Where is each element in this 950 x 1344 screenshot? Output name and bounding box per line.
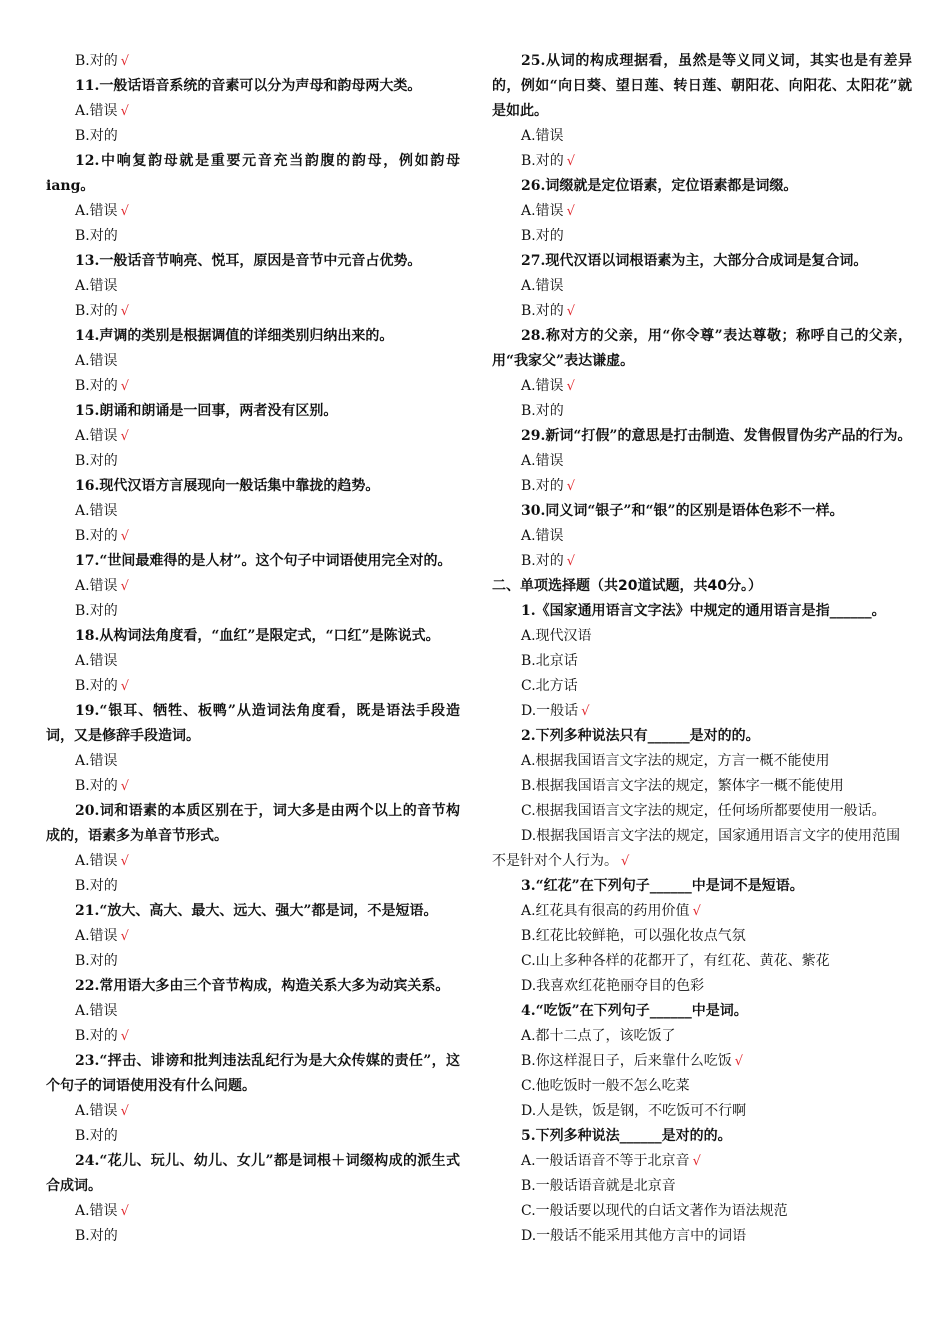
answer-option-label: C.一般话要以现代的白话文著作为语法规范 (521, 1203, 788, 1219)
check-mark-icon: √ (120, 1204, 129, 1219)
check-mark-icon: √ (120, 679, 130, 694)
answer-option-label: A.都十二点了，该吃饭了 (521, 1028, 676, 1044)
question-text (46, 324, 460, 349)
check-mark-icon: √ (120, 579, 129, 594)
question-text (46, 699, 460, 749)
answer-option-label: B.北京话 (521, 653, 578, 669)
check-mark-icon: √ (120, 379, 130, 394)
answer-option (46, 1099, 460, 1124)
question-text-label: 21.“放大、高大、最大、远大、强大”都是词，不是短语。 (75, 903, 438, 919)
section-heading-label: 二、单项选择题（共20道试题，共40分。） (492, 578, 762, 594)
answer-option-label: B.对的 (521, 303, 564, 319)
answer-option (46, 749, 460, 774)
check-mark-icon: √ (120, 304, 130, 319)
answer-option (492, 399, 912, 424)
answer-option (492, 1099, 912, 1124)
answer-option (492, 1074, 912, 1099)
answer-option-label: A.错误 (75, 203, 118, 219)
answer-option-label: B.对的 (521, 403, 564, 419)
answer-option-label: D.一般话不能采用其他方言中的词语 (521, 1228, 747, 1244)
answer-option (492, 799, 912, 824)
answer-option (46, 224, 460, 249)
answer-option (492, 1199, 912, 1224)
question-text-label: 19.“银耳、牺牲、板鸭”从造词法角度看，既是语法手段造词，又是修辞手段造词。 (46, 703, 460, 744)
question-text (46, 799, 460, 849)
answer-option-label: D.一般话 (521, 703, 579, 719)
answer-option-label: A.现代汉语 (521, 628, 592, 644)
answer-option-label: D.人是铁，饭是钢，不吃饭可不行啊 (521, 1103, 747, 1119)
answer-option-label: A.错误 (521, 378, 564, 394)
answer-option (46, 599, 460, 624)
question-text-label: 3.“红花”在下列句子______中是词不是短语。 (521, 878, 804, 894)
answer-option (46, 349, 460, 374)
answer-option (492, 274, 912, 299)
answer-option-label: A.一般话语音不等于北京音 (521, 1153, 690, 1169)
question-text-label: 12.中响复韵母就是重要元音充当韵腹的韵母，例如韵母iang。 (46, 153, 460, 194)
question-text-label: 25.从词的构成理据看，虽然是等义同义词，其实也是有差异的，例如“向日葵、望日莲、转日莲、朝阳花、向阳花、太阳花”就是如此。 (492, 53, 912, 119)
answer-option (46, 49, 460, 74)
question-text (492, 424, 912, 449)
check-mark-icon: √ (566, 479, 576, 494)
answer-option-label: B.对的 (75, 1228, 118, 1244)
check-mark-icon: √ (120, 529, 130, 544)
answer-option (492, 474, 912, 499)
answer-option (492, 1174, 912, 1199)
question-text-label: 1.《国家通用语言文字法》中规定的通用语言是指______。 (521, 603, 886, 619)
question-text (46, 399, 460, 424)
answer-option (492, 299, 912, 324)
question-text (46, 899, 460, 924)
question-text (46, 249, 460, 274)
answer-option-label: B.对的 (75, 128, 118, 144)
answer-option (46, 874, 460, 899)
answer-option (46, 299, 460, 324)
answer-option-label: B.对的 (75, 528, 118, 544)
check-mark-icon: √ (120, 204, 129, 219)
question-text (46, 549, 460, 574)
question-text-label: 23.“抨击、诽谤和批判违法乱纪行为是大众传媒的责任”，这个句子的词语使用没有什么问题。 (46, 1053, 460, 1094)
answer-option-label: C.他吃饭时一般不怎么吃菜 (521, 1078, 690, 1094)
answer-option-label: A.错误 (75, 928, 118, 944)
answer-option (492, 974, 912, 999)
question-text (492, 874, 912, 899)
question-text-label: 22.常用语大多由三个音节构成，构造关系大多为动宾关系。 (75, 978, 450, 994)
answer-option (46, 499, 460, 524)
answer-option (492, 949, 912, 974)
answer-option-label: B.对的 (521, 478, 564, 494)
question-text-label: 29.新词“打假”的意思是打击制造、发售假冒伪劣产品的行为。 (521, 428, 912, 444)
answer-option-label: A.错误 (75, 578, 118, 594)
left-column (46, 49, 460, 1249)
answer-option (492, 774, 912, 799)
answer-option-label: A.错误 (75, 1203, 118, 1219)
answer-option-label: A.错误 (521, 203, 564, 219)
question-text-label: 26.词缀就是定位语素，定位语素都是词缀。 (521, 178, 798, 194)
answer-option-label: A.错误 (75, 278, 118, 294)
check-mark-icon: √ (566, 379, 575, 394)
check-mark-icon: √ (621, 854, 630, 869)
answer-option (46, 924, 460, 949)
question-text-label: 2.下列多种说法只有______是对的的。 (521, 728, 760, 744)
answer-option-label: B.对的 (75, 678, 118, 694)
answer-option-label: A.错误 (75, 653, 118, 669)
check-mark-icon: √ (566, 554, 576, 569)
check-mark-icon: √ (120, 104, 129, 119)
answer-option-label: A.错误 (75, 1103, 118, 1119)
answer-option (492, 1024, 912, 1049)
answer-option (46, 374, 460, 399)
answer-option (492, 924, 912, 949)
question-text (492, 174, 912, 199)
answer-option (46, 999, 460, 1024)
answer-option (46, 99, 460, 124)
answer-option-label: B.对的 (75, 953, 118, 969)
answer-option-label: A.错误 (75, 853, 118, 869)
question-text (46, 1049, 460, 1099)
check-mark-icon: √ (120, 54, 130, 69)
answer-option (492, 199, 912, 224)
check-mark-icon: √ (566, 154, 576, 169)
answer-option-label: B.对的 (75, 378, 118, 394)
answer-option-label: A.根据我国语言文字法的规定，方言一概不能使用 (521, 753, 830, 769)
question-text-label: 28.称对方的父亲，用“你令尊”表达尊敬；称呼自己的父亲，用“我家父”表达谦虚。 (492, 328, 912, 369)
question-text-label: 18.从构词法角度看，“血红”是限定式，“口红”是陈说式。 (75, 628, 440, 644)
check-mark-icon: √ (692, 904, 701, 919)
question-text (492, 499, 912, 524)
answer-option-label: D.我喜欢红花艳丽夺目的色彩 (521, 978, 705, 994)
question-text (46, 74, 460, 99)
answer-option (492, 549, 912, 574)
answer-option (46, 949, 460, 974)
question-text (46, 974, 460, 999)
answer-option-label: A.错误 (75, 103, 118, 119)
check-mark-icon: √ (120, 779, 130, 794)
answer-option-label: B.一般话语音就是北京音 (521, 1178, 676, 1194)
answer-option-label: B.对的 (75, 53, 118, 69)
answer-option (46, 124, 460, 149)
answer-option (492, 749, 912, 774)
answer-option-label: B.你这样混日子，后来靠什么吃饭 (521, 1053, 732, 1069)
answer-option-label: A.错误 (75, 753, 118, 769)
answer-option (46, 574, 460, 599)
answer-option (46, 274, 460, 299)
question-text-label: 15.朗诵和朗诵是一回事，两者没有区别。 (75, 403, 338, 419)
answer-option (492, 1224, 912, 1249)
answer-option-label: B.对的 (75, 228, 118, 244)
answer-option (492, 449, 912, 474)
answer-option (46, 674, 460, 699)
question-text (46, 1149, 460, 1199)
question-text-label: 5.下列多种说法______是对的的。 (521, 1128, 732, 1144)
answer-option (492, 149, 912, 174)
answer-option (492, 124, 912, 149)
answer-option-label: A.错误 (521, 453, 564, 469)
answer-option (492, 624, 912, 649)
question-text-label: 14.声调的类别是根据调值的详细类别归纳出来的。 (75, 328, 394, 344)
answer-option-label: C.根据我国语言文字法的规定，任何场所都要使用一般话。 (521, 803, 886, 819)
check-mark-icon: √ (120, 854, 129, 869)
check-mark-icon: √ (566, 304, 576, 319)
question-text-label: 30.同义词“银子”和“银”的区别是语体色彩不一样。 (521, 503, 844, 519)
question-text (492, 724, 912, 749)
answer-option (46, 424, 460, 449)
answer-option (492, 374, 912, 399)
section-heading (492, 574, 912, 599)
answer-option-label: B.对的 (75, 303, 118, 319)
check-mark-icon: √ (692, 1154, 701, 1169)
answer-option (46, 199, 460, 224)
question-text (46, 624, 460, 649)
answer-option-label: B.对的 (521, 553, 564, 569)
answer-option (492, 824, 912, 874)
check-mark-icon: √ (581, 704, 590, 719)
answer-option (492, 699, 912, 724)
question-text (492, 999, 912, 1024)
question-text-label: 27.现代汉语以词根语素为主，大部分合成词是复合词。 (521, 253, 868, 269)
answer-option (492, 674, 912, 699)
answer-option-label: D.根据我国语言文字法的规定，国家通用语言文字的使用范围不是针对个人行为。 (492, 828, 901, 869)
question-text-label: 13.一般话音节响亮、悦耳，原因是音节中元音占优势。 (75, 253, 422, 269)
answer-option (46, 774, 460, 799)
answer-option-label: A.错误 (521, 528, 564, 544)
answer-option (46, 1199, 460, 1224)
question-text-label: 11.一般话语音系统的音素可以分为声母和韵母两大类。 (75, 78, 422, 94)
answer-option (492, 899, 912, 924)
check-mark-icon: √ (120, 1029, 130, 1044)
answer-option-label: A.错误 (521, 278, 564, 294)
question-text-label: 20.词和语素的本质区别在于，词大多是由两个以上的音节构成的，语素多为单音节形式。 (46, 803, 460, 844)
answer-option (46, 449, 460, 474)
answer-option (492, 524, 912, 549)
question-text-label: 17.“世间最难得的是人材”。这个句子中词语使用完全对的。 (75, 553, 452, 569)
question-text (46, 474, 460, 499)
question-text-label: 24.“花儿、玩儿、幼儿、女儿”都是词根＋词缀构成的派生式合成词。 (46, 1153, 460, 1194)
check-mark-icon: √ (734, 1054, 744, 1069)
answer-option-label: B.对的 (75, 1128, 118, 1144)
answer-option-label: B.对的 (75, 453, 118, 469)
question-text-label: 4.“吃饭”在下列句子______中是词。 (521, 1003, 748, 1019)
answer-option-label: A.错误 (75, 428, 118, 444)
answer-option-label: B.对的 (521, 153, 564, 169)
answer-option-label: B.对的 (521, 228, 564, 244)
answer-option-label: A.错误 (521, 128, 564, 144)
answer-option-label: C.山上多种各样的花都开了，有红花、黄花、紫花 (521, 953, 830, 969)
answer-option-label: A.红花具有很高的药用价值 (521, 903, 690, 919)
check-mark-icon: √ (566, 204, 575, 219)
check-mark-icon: √ (120, 429, 129, 444)
question-text (492, 249, 912, 274)
question-text (492, 1124, 912, 1149)
question-text (492, 599, 912, 624)
answer-option-label: A.错误 (75, 353, 118, 369)
answer-option (46, 649, 460, 674)
answer-option-label: B.红花比较鲜艳，可以强化妆点气氛 (521, 928, 746, 944)
question-text (492, 324, 912, 374)
answer-option-label: B.对的 (75, 778, 118, 794)
right-column (492, 49, 912, 1249)
answer-option-label: A.错误 (75, 503, 118, 519)
answer-option (492, 224, 912, 249)
answer-option (492, 1149, 912, 1174)
answer-option (46, 1224, 460, 1249)
answer-option-label: B.对的 (75, 878, 118, 894)
question-text (492, 49, 912, 124)
answer-option (46, 1124, 460, 1149)
question-text (46, 149, 460, 199)
answer-option (46, 849, 460, 874)
answer-option (492, 1049, 912, 1074)
answer-option-label: B.对的 (75, 1028, 118, 1044)
check-mark-icon: √ (120, 929, 129, 944)
question-text-label: 16.现代汉语方言展现向一般话集中靠拢的趋势。 (75, 478, 380, 494)
answer-option-label: C.北方话 (521, 678, 578, 694)
check-mark-icon: √ (120, 1104, 129, 1119)
answer-option-label: B.根据我国语言文字法的规定，繁体字一概不能使用 (521, 778, 844, 794)
answer-option (46, 524, 460, 549)
answer-option (492, 649, 912, 674)
answer-option-label: A.错误 (75, 1003, 118, 1019)
answer-option-label: B.对的 (75, 603, 118, 619)
answer-option (46, 1024, 460, 1049)
